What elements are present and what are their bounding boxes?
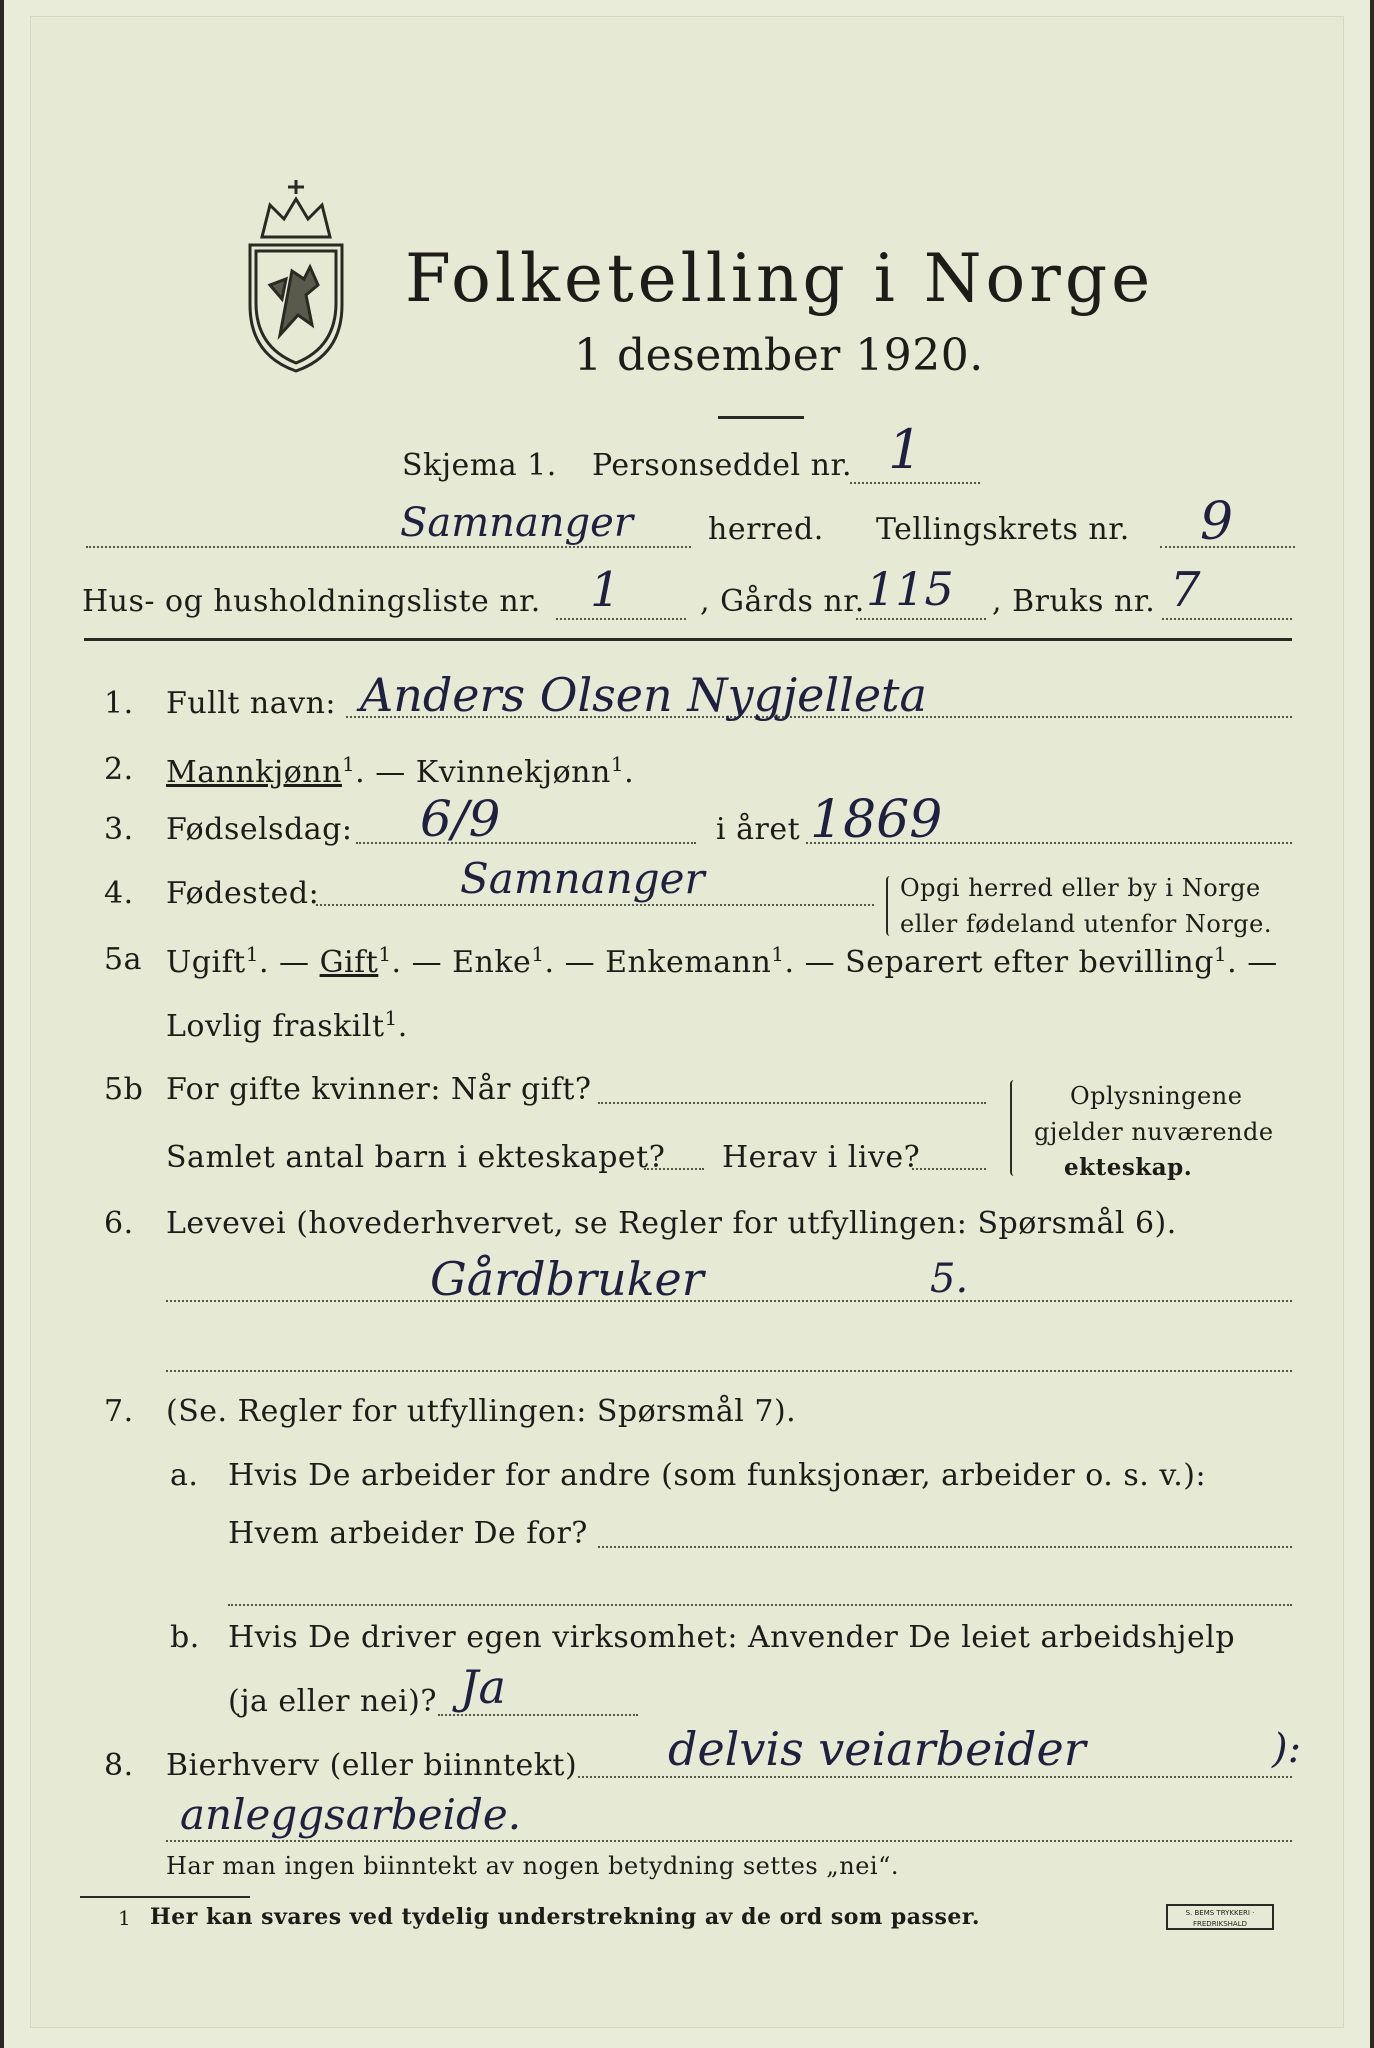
fraskilt-option[interactable]: Lovlig fraskilt bbox=[166, 1009, 385, 1044]
q5b-when-line bbox=[598, 1102, 986, 1104]
q5b-alive-label: Herav i live? bbox=[722, 1140, 921, 1175]
nei-note: Har man ingen biinntekt av nogen betydning settes „nei“. bbox=[166, 1852, 899, 1880]
q5a-options-cont: Lovlig fraskilt$^1$. bbox=[166, 1006, 408, 1044]
hus-nr-value[interactable]: 1 bbox=[590, 562, 621, 618]
occupation-value[interactable]: Gårdbruker bbox=[430, 1252, 704, 1306]
q2-options: Mannkjønn$^1$. — Kvinnekjønn$^1$. bbox=[166, 752, 635, 790]
q8-number: 8. bbox=[104, 1748, 134, 1783]
hus-label: Hus- og husholdningsliste nr. bbox=[82, 584, 541, 619]
hus-line bbox=[556, 618, 686, 620]
q5a-number: 5a bbox=[104, 942, 142, 977]
tellingskrets-label: Tellingskrets nr. bbox=[876, 512, 1130, 547]
q7a-question: Hvem arbeider De for? bbox=[228, 1516, 588, 1551]
q1-label: Fullt navn: bbox=[166, 686, 337, 721]
gift-option[interactable]: Gift bbox=[319, 945, 379, 980]
q3-label: Fødselsdag: bbox=[166, 812, 353, 847]
secondary-occupation-value[interactable]: delvis veiarbeider bbox=[668, 1722, 1086, 1776]
q5b-when-label: For gifte kvinner: Når gift? bbox=[166, 1072, 592, 1107]
coat-of-arms-icon bbox=[240, 175, 352, 375]
birth-year-value[interactable]: 1869 bbox=[810, 790, 943, 850]
q8-line1 bbox=[578, 1776, 1292, 1778]
male-option[interactable]: Mannkjønn bbox=[166, 755, 342, 790]
q3-number: 3. bbox=[104, 812, 134, 847]
q8-label: Bierhverv (eller biinntekt) bbox=[166, 1748, 578, 1783]
q5b-alive-line bbox=[912, 1168, 986, 1170]
q7-number: 7. bbox=[104, 1394, 134, 1429]
q6-line2 bbox=[166, 1370, 1292, 1372]
female-option[interactable]: Kvinnekjønn bbox=[415, 755, 611, 790]
q6-number: 6. bbox=[104, 1206, 134, 1241]
q4-line bbox=[316, 904, 874, 906]
q7a-label: Hvis De arbeider for andre (som funksjonær, arbeider o. s. v.): bbox=[228, 1458, 1207, 1493]
q7b-label: Hvis De driver egen virksomhet: Anvender De leiet arbeidshjelp bbox=[228, 1620, 1236, 1655]
bruks-nr-value[interactable]: 7 bbox=[1170, 562, 1201, 618]
q1-number: 1. bbox=[104, 686, 134, 721]
herred-label: herred. bbox=[708, 512, 824, 547]
bruks-label: , Bruks nr. bbox=[992, 584, 1156, 619]
q4-label: Fødested: bbox=[166, 876, 320, 911]
secondary-occupation-value2[interactable]: anleggsarbeide. bbox=[180, 1790, 522, 1839]
q6-line1 bbox=[166, 1300, 1292, 1302]
q7a-line2 bbox=[228, 1604, 1292, 1606]
q3-year-label: i året bbox=[716, 812, 801, 847]
skjema-label: Skjema 1. bbox=[402, 448, 557, 483]
q5a-options: Ugift$^1$. — Gift$^1$. — Enke$^1$. — Enkemann$^1$. — Separert efter bevilling$^1$. — bbox=[166, 942, 1278, 980]
employs-help-value[interactable]: Ja bbox=[460, 1660, 506, 1714]
gards-nr-value[interactable]: 115 bbox=[866, 562, 954, 616]
header-rule bbox=[84, 638, 1292, 641]
birthplace-value[interactable]: Samnanger bbox=[460, 854, 705, 903]
q4-note-line2: eller fødeland utenfor Norge. bbox=[900, 910, 1273, 938]
enke-option[interactable]: Enke bbox=[452, 945, 532, 980]
q4-note-brace bbox=[886, 876, 894, 936]
birthday-value[interactable]: 6/9 bbox=[420, 790, 501, 848]
q7a-line1 bbox=[598, 1546, 1292, 1548]
q6-label: Levevei (hovederhvervet, se Regler for utfyllingen: Spørsmål 6). bbox=[166, 1206, 1177, 1241]
gards-line bbox=[856, 618, 986, 620]
q7b-number: b. bbox=[170, 1620, 200, 1655]
census-date: 1 desember 1920. bbox=[574, 330, 984, 381]
footnote-rule bbox=[80, 1896, 250, 1898]
q7a-number: a. bbox=[170, 1458, 199, 1493]
q5b-note-brace bbox=[1010, 1080, 1018, 1176]
q4-note-line1: Opgi herred eller by i Norge bbox=[900, 874, 1261, 902]
q3-birthday-line bbox=[356, 842, 696, 844]
personseddel-label: Personseddel nr. bbox=[592, 448, 853, 483]
herred-line bbox=[86, 546, 691, 548]
printer-stamp: S. BEMS TRYKKERI · FREDRIKSHALD bbox=[1166, 1904, 1274, 1930]
separert-option[interactable]: Separert efter bevilling bbox=[845, 945, 1214, 980]
footnote-number: 1 bbox=[118, 1906, 132, 1930]
ugift-option[interactable]: Ugift bbox=[166, 945, 246, 980]
bruks-line bbox=[1162, 618, 1292, 620]
gards-label: , Gårds nr. bbox=[700, 584, 865, 619]
form-title: Folketelling i Norge bbox=[405, 240, 1155, 317]
full-name-value[interactable]: Anders Olsen Nygjelleta bbox=[360, 668, 927, 722]
q5b-note-line2: gjelder nuværende bbox=[1034, 1118, 1274, 1146]
occupation-code-value[interactable]: 5. bbox=[930, 1256, 969, 1302]
enkemann-option[interactable]: Enkemann bbox=[605, 945, 772, 980]
q7b-line bbox=[438, 1714, 638, 1716]
q8-line2 bbox=[166, 1840, 1292, 1842]
q2-number: 2. bbox=[104, 752, 134, 787]
q5b-note-line1: Oplysningene bbox=[1070, 1082, 1243, 1110]
title-divider bbox=[718, 416, 804, 419]
personseddel-line bbox=[850, 482, 980, 484]
q4-number: 4. bbox=[104, 876, 134, 911]
footnote-text: Her kan svares ved tydelig understrekning av de ord som passer. bbox=[150, 1904, 981, 1930]
personseddel-nr-value[interactable]: 1 bbox=[888, 418, 923, 481]
q7-label: (Se. Regler for utfyllingen: Spørsmål 7). bbox=[166, 1394, 797, 1429]
q7b-question: (ja eller nei)? bbox=[228, 1684, 437, 1719]
herred-value[interactable]: Samnanger bbox=[400, 500, 633, 546]
secondary-occupation-end: ): bbox=[1272, 1726, 1302, 1772]
q5b-children-line bbox=[644, 1168, 704, 1170]
q5b-note-line3: ekteskap. bbox=[1064, 1154, 1193, 1181]
q5b-children-label: Samlet antal barn i ekteskapet? bbox=[166, 1140, 666, 1175]
q5b-number: 5b bbox=[104, 1072, 144, 1107]
tellingskrets-nr-value[interactable]: 9 bbox=[1200, 492, 1234, 552]
